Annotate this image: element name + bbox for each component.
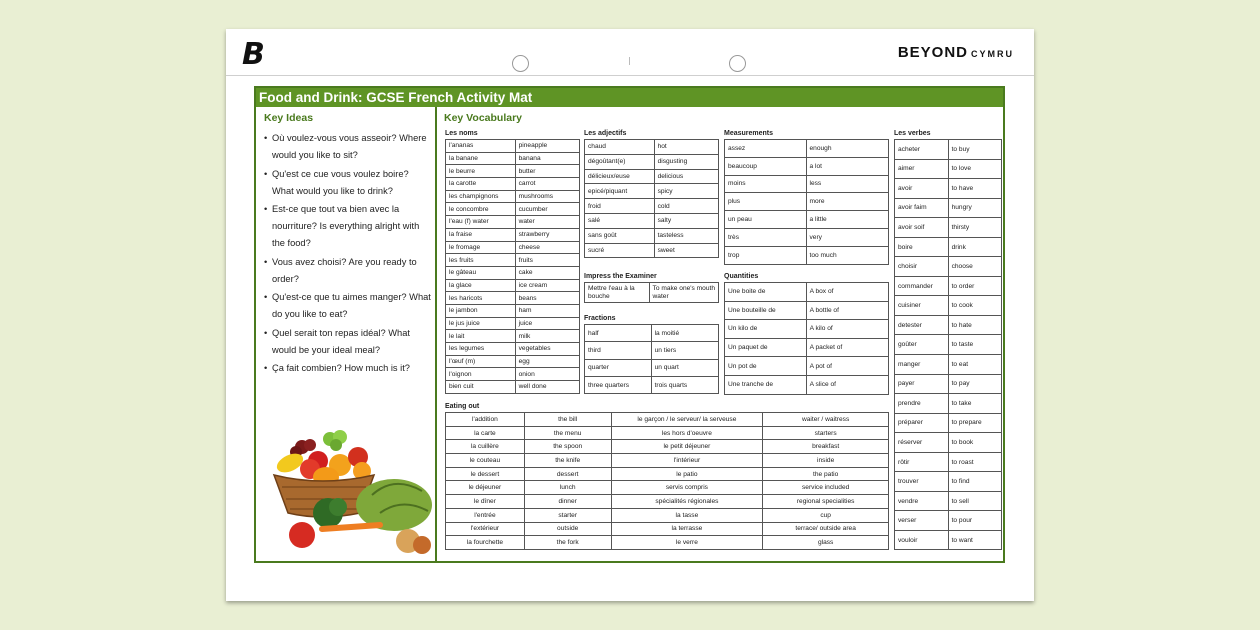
vocab-cell: avoir soif	[895, 218, 949, 238]
vocab-cell: la cuillère	[446, 440, 525, 454]
vocab-cell: réserver	[895, 433, 949, 453]
vocab-cell: to pay	[948, 374, 1001, 394]
vocab-row	[446, 426, 889, 440]
section-verbes	[894, 128, 1002, 550]
vocab-row	[446, 203, 580, 216]
vocab-row	[446, 254, 580, 267]
vocab-cell: l'addition	[446, 413, 525, 427]
vocab-row	[446, 381, 580, 394]
punch-hole	[512, 55, 529, 72]
vocab-row	[446, 343, 580, 356]
vocab-cell: vendre	[895, 491, 949, 511]
section-title: Measurements	[724, 130, 774, 137]
vocab-cell: la terrasse	[611, 522, 763, 536]
activity-mat	[254, 86, 1005, 563]
vocab-row	[446, 330, 580, 343]
vocab-cell: lunch	[524, 481, 611, 495]
vocab-cell: the spoon	[524, 440, 611, 454]
section-title: Impress the Examiner	[584, 273, 657, 280]
vocab-cell: regional specialities	[763, 495, 889, 509]
brand-sub: CYMRU	[971, 49, 1014, 59]
vocab-cell: the bill	[524, 413, 611, 427]
vocab-cell: ham	[515, 304, 579, 317]
vocab-cell: un peau	[725, 211, 807, 229]
vocab-cell: A pot of	[806, 357, 888, 376]
vocab-row	[725, 301, 889, 320]
vocab-row	[585, 342, 719, 359]
vocab-cell: to eat	[948, 355, 1001, 375]
vocab-cell: carrot	[515, 178, 579, 191]
section-title: Les verbes	[894, 130, 931, 137]
vocab-table	[584, 282, 719, 303]
vocab-cell: egg	[515, 355, 579, 368]
vocab-row	[895, 491, 1002, 511]
vocab-cell: vegetables	[515, 343, 579, 356]
vocab-cell: le fromage	[446, 241, 516, 254]
vocab-row	[895, 296, 1002, 316]
vocab-row	[446, 304, 580, 317]
vocab-cell: cheese	[515, 241, 579, 254]
vocab-row	[725, 283, 889, 302]
vocab-row	[895, 218, 1002, 238]
header-divider	[226, 75, 1034, 76]
vocab-cell: A box of	[806, 283, 888, 302]
vocab-cell: avoir faim	[895, 198, 949, 218]
vocab-cell: trois quarts	[651, 376, 718, 393]
brand-wordmark	[898, 44, 1014, 61]
vocab-cell: Un pot de	[725, 357, 807, 376]
vocab-cell: préparer	[895, 413, 949, 433]
vocab-row	[446, 140, 580, 153]
section-measurements	[724, 128, 889, 265]
section-title: Les adjectifs	[584, 130, 627, 137]
vocab-cell: enough	[806, 140, 889, 158]
mat-title: Food and Drink: GCSE French Activity Mat	[256, 88, 1003, 107]
section-fractions	[584, 313, 719, 394]
section-title: Quantities	[724, 273, 759, 280]
vocab-row	[446, 481, 889, 495]
vocab-cell: payer	[895, 374, 949, 394]
vocab-row	[895, 511, 1002, 531]
vocab-cell: spécialités régionales	[611, 495, 763, 509]
vocab-cell: juice	[515, 317, 579, 330]
vocab-cell: less	[806, 175, 889, 193]
vocab-cell: commander	[895, 276, 949, 296]
vocab-cell: cuisiner	[895, 296, 949, 316]
vocab-cell: epicé/piquant	[585, 184, 655, 199]
vocab-cell: aimer	[895, 159, 949, 179]
vocab-cell: starters	[763, 426, 889, 440]
vocab-cell: un tiers	[651, 342, 718, 359]
key-idea: • Quel serait ton repas idéal? What would be your ideal meal?	[264, 325, 431, 359]
vocab-cell: banana	[515, 152, 579, 165]
vocab-cell: plus	[725, 193, 807, 211]
vocab-cell: servis compris	[611, 481, 763, 495]
vocab-cell: A bottle of	[806, 301, 888, 320]
key-ideas-heading: Key Ideas	[264, 112, 314, 124]
vocab-cell: mushrooms	[515, 190, 579, 203]
fold-mark	[629, 57, 630, 65]
vocab-row	[585, 325, 719, 342]
vocab-row	[895, 315, 1002, 335]
vocab-row	[895, 159, 1002, 179]
vocab-row	[895, 335, 1002, 355]
vocab-cell: la fourchette	[446, 536, 525, 550]
vocab-row	[725, 320, 889, 339]
vocab-cell: le dîner	[446, 495, 525, 509]
vocab-cell: hungry	[948, 198, 1001, 218]
key-idea: • Qu'est ce cue vous voulez boire? What would you like to drink?	[264, 166, 431, 200]
key-idea: • Est-ce que tout va bien avec la nourriture? Is everything alright with the food?	[264, 201, 431, 252]
vocab-row	[446, 536, 889, 550]
vocab-cell: l'œuf (m)	[446, 355, 516, 368]
vocab-cell: quarter	[585, 359, 652, 376]
vocab-cell: la carte	[446, 426, 525, 440]
vocab-cell: assez	[725, 140, 807, 158]
key-vocabulary-panel	[439, 107, 1003, 561]
vocab-cell: well done	[515, 381, 579, 394]
brand-main: BEYOND	[897, 44, 968, 61]
vocab-row	[585, 376, 719, 393]
vocab-cell: to roast	[948, 452, 1001, 472]
vocab-row	[725, 338, 889, 357]
activity-sheet	[226, 29, 1034, 601]
vocab-row	[446, 454, 889, 468]
vocab-cell: to order	[948, 276, 1001, 296]
vocab-row	[585, 169, 719, 184]
vocab-cell: Mettre l'eau à la bouche	[585, 283, 650, 303]
vocab-row	[895, 452, 1002, 472]
vocab-cell: l'eau (f) water	[446, 216, 516, 229]
vocab-cell: manger	[895, 355, 949, 375]
vocab-cell: the patio	[763, 467, 889, 481]
vocab-cell: detester	[895, 315, 949, 335]
key-idea: • Ça fait combien? How much is it?	[264, 360, 431, 377]
vocab-cell: Un paquet de	[725, 338, 807, 357]
vocab-cell: terrace/ outside area	[763, 522, 889, 536]
vocab-cell: cucumber	[515, 203, 579, 216]
vocab-cell: three quarters	[585, 376, 652, 393]
vocab-row	[725, 246, 889, 264]
vocab-cell: waiter / waitress	[763, 413, 889, 427]
vocab-cell: strawberry	[515, 228, 579, 241]
vocab-cell: l'entrée	[446, 508, 525, 522]
vocab-cell: beaucoup	[725, 157, 807, 175]
vocab-cell: to taste	[948, 335, 1001, 355]
vocab-row	[895, 413, 1002, 433]
vocab-cell: acheter	[895, 140, 949, 160]
vocab-cell: to prepare	[948, 413, 1001, 433]
vocab-row	[446, 522, 889, 536]
vocab-cell: goûter	[895, 335, 949, 355]
vocab-cell: la carotte	[446, 178, 516, 191]
key-idea: • Où voulez-vous vous asseoir? Where would you like to sit?	[264, 130, 431, 164]
vocab-table	[724, 139, 889, 265]
vocab-row	[446, 413, 889, 427]
vocab-cell: la banane	[446, 152, 516, 165]
vocab-cell: milk	[515, 330, 579, 343]
key-ideas-list	[256, 124, 435, 377]
vocab-cell: rôtir	[895, 452, 949, 472]
vocab-cell: avoir	[895, 179, 949, 199]
vocab-row	[895, 179, 1002, 199]
vocab-cell: the fork	[524, 536, 611, 550]
vocab-cell: to have	[948, 179, 1001, 199]
vocab-table	[724, 282, 889, 395]
vocab-cell: bien cuit	[446, 381, 516, 394]
section-title: Fractions	[584, 315, 616, 322]
vocab-cell: to pour	[948, 511, 1001, 531]
vocab-cell: outside	[524, 522, 611, 536]
vocab-row	[446, 495, 889, 509]
vocab-cell: Une boite de	[725, 283, 807, 302]
vocab-cell: dégoûtant(e)	[585, 154, 655, 169]
vocab-cell: choisir	[895, 257, 949, 277]
vocab-cell: ice cream	[515, 279, 579, 292]
vocab-row	[895, 198, 1002, 218]
fruit-basket-illustration	[262, 425, 438, 559]
vocab-cell: prendre	[895, 394, 949, 414]
vocab-cell: glass	[763, 536, 889, 550]
vocab-cell: la tasse	[611, 508, 763, 522]
key-idea: • Qu'est-ce que tu aimes manger? What do you like to eat?	[264, 289, 431, 323]
vocab-cell: A kilo of	[806, 320, 888, 339]
vocab-row	[895, 355, 1002, 375]
vocab-cell: to want	[948, 530, 1001, 550]
vocab-cell: salty	[654, 213, 718, 228]
section-noms	[445, 128, 580, 394]
vocab-cell: verser	[895, 511, 949, 531]
vocab-cell: les fruits	[446, 254, 516, 267]
vocab-cell: delicious	[654, 169, 718, 184]
vocab-cell: half	[585, 325, 652, 342]
vocab-row	[446, 467, 889, 481]
vocab-row	[725, 140, 889, 158]
vocab-cell: a little	[806, 211, 889, 229]
vocab-cell: A packet of	[806, 338, 888, 357]
vocab-cell: moins	[725, 175, 807, 193]
vocab-cell: un quart	[651, 359, 718, 376]
vocab-cell: le jambon	[446, 304, 516, 317]
vocab-cell: les haricots	[446, 292, 516, 305]
vocab-cell: le concombre	[446, 203, 516, 216]
vocab-row	[725, 375, 889, 394]
vocab-cell: thirsty	[948, 218, 1001, 238]
vocab-cell: cup	[763, 508, 889, 522]
section-adjectifs	[584, 128, 719, 258]
vocab-cell: chaud	[585, 140, 655, 155]
vocab-cell: to hate	[948, 315, 1001, 335]
vocab-cell: very	[806, 228, 889, 246]
vocab-row	[446, 241, 580, 254]
vocab-row	[895, 140, 1002, 160]
vocab-cell: le lait	[446, 330, 516, 343]
vocab-cell: cake	[515, 266, 579, 279]
vocab-table	[894, 139, 1002, 550]
vocab-cell: très	[725, 228, 807, 246]
vocab-row	[895, 530, 1002, 550]
vocab-table	[445, 139, 580, 394]
vocab-cell: le déjeuner	[446, 481, 525, 495]
vocab-table	[584, 139, 719, 258]
vocab-cell: le garçon / le serveur/ la serveuse	[611, 413, 763, 427]
vocab-cell: to cook	[948, 296, 1001, 316]
vocab-cell: butter	[515, 165, 579, 178]
vocab-cell: le verre	[611, 536, 763, 550]
vocab-cell: la glace	[446, 279, 516, 292]
vocab-cell: service included	[763, 481, 889, 495]
vocab-cell: le gâteau	[446, 266, 516, 279]
vocab-row	[446, 190, 580, 203]
vocab-row	[446, 266, 580, 279]
vocab-cell: Une tranche de	[725, 375, 807, 394]
vocab-row	[446, 178, 580, 191]
vocab-cell: l'ananas	[446, 140, 516, 153]
vocab-row	[446, 355, 580, 368]
vocab-row	[725, 175, 889, 193]
vocab-row	[895, 276, 1002, 296]
vocab-cell: to love	[948, 159, 1001, 179]
vocab-row	[446, 440, 889, 454]
vocab-cell: to book	[948, 433, 1001, 453]
vocab-cell: starter	[524, 508, 611, 522]
vocab-cell: l'oignon	[446, 368, 516, 381]
vocab-cell: fruits	[515, 254, 579, 267]
vocab-cell: Une bouteille de	[725, 301, 807, 320]
vocab-row	[446, 317, 580, 330]
vocab-row	[585, 199, 719, 214]
vocab-cell: pineapple	[515, 140, 579, 153]
vocab-row	[725, 157, 889, 175]
vocab-cell: too much	[806, 246, 889, 264]
beyond-logo-icon: B	[242, 37, 265, 72]
section-title: Eating out	[445, 403, 480, 410]
vocab-cell: sans goût	[585, 228, 655, 243]
vocab-cell: breakfast	[763, 440, 889, 454]
vocab-cell: more	[806, 193, 889, 211]
vocab-cell: les legumes	[446, 343, 516, 356]
vocab-cell: le beurre	[446, 165, 516, 178]
vocab-row	[895, 374, 1002, 394]
vocab-cell: la moitié	[651, 325, 718, 342]
vocab-row	[895, 433, 1002, 453]
vocab-cell: le jus juice	[446, 317, 516, 330]
vocab-cell: sucré	[585, 243, 655, 258]
vocab-row	[585, 184, 719, 199]
vocab-cell: beans	[515, 292, 579, 305]
vocab-cell: boire	[895, 237, 949, 257]
punch-hole	[729, 55, 746, 72]
vocab-cell: le couteau	[446, 454, 525, 468]
vocab-row	[725, 228, 889, 246]
section-examiner	[584, 271, 719, 303]
vocab-table	[584, 324, 719, 394]
vocab-cell: les champignons	[446, 190, 516, 203]
vocab-cell: le patio	[611, 467, 763, 481]
key-vocabulary-heading: Key Vocabulary	[444, 112, 523, 124]
vocab-cell: trop	[725, 246, 807, 264]
vocab-cell: salé	[585, 213, 655, 228]
vocab-row	[585, 283, 719, 303]
vocab-table	[445, 412, 889, 550]
section-eating-out	[445, 401, 889, 550]
vocab-row	[446, 165, 580, 178]
vocab-cell: le petit déjeuner	[611, 440, 763, 454]
vocab-row	[585, 140, 719, 155]
vocab-cell: disgusting	[654, 154, 718, 169]
vocab-cell: hot	[654, 140, 718, 155]
vocab-row	[895, 394, 1002, 414]
vocab-cell: the menu	[524, 426, 611, 440]
vocab-row	[725, 357, 889, 376]
vocab-cell: les hors d'oeuvre	[611, 426, 763, 440]
vocab-cell: to take	[948, 394, 1001, 414]
vocab-cell: froid	[585, 199, 655, 214]
vocab-cell: the knife	[524, 454, 611, 468]
vocab-row	[446, 508, 889, 522]
vocab-cell: choose	[948, 257, 1001, 277]
vocab-cell: tasteless	[654, 228, 718, 243]
vocab-cell: vouloir	[895, 530, 949, 550]
vocab-cell: inside	[763, 454, 889, 468]
vocab-cell: drink	[948, 237, 1001, 257]
vocab-cell: to sell	[948, 491, 1001, 511]
vocab-row	[725, 211, 889, 229]
vocab-cell: third	[585, 342, 652, 359]
vocab-cell: délicieux/euse	[585, 169, 655, 184]
vocab-cell: l'intérieur	[611, 454, 763, 468]
vocab-cell: onion	[515, 368, 579, 381]
vocab-row	[446, 279, 580, 292]
vocab-cell: water	[515, 216, 579, 229]
vocab-cell: dessert	[524, 467, 611, 481]
vocab-row	[446, 152, 580, 165]
vocab-cell: to buy	[948, 140, 1001, 160]
vocab-row	[585, 228, 719, 243]
vocab-row	[446, 292, 580, 305]
vocab-cell: to find	[948, 472, 1001, 492]
vocab-cell: dinner	[524, 495, 611, 509]
vocab-cell: A slice of	[806, 375, 888, 394]
vocab-row	[725, 193, 889, 211]
vocab-cell: a lot	[806, 157, 889, 175]
section-quantities	[724, 271, 889, 395]
vocab-cell: spicy	[654, 184, 718, 199]
vocab-cell: trouver	[895, 472, 949, 492]
vocab-row	[895, 472, 1002, 492]
section-title: Les noms	[445, 130, 478, 137]
vocab-row	[585, 154, 719, 169]
key-idea: • Vous avez choisi? Are you ready to order?	[264, 254, 431, 288]
vocab-row	[446, 216, 580, 229]
key-ideas-panel	[256, 107, 437, 561]
vocab-cell: Un kilo de	[725, 320, 807, 339]
vocab-row	[446, 368, 580, 381]
vocab-row	[585, 359, 719, 376]
vocab-row	[895, 237, 1002, 257]
vocab-row	[585, 213, 719, 228]
vocab-row	[895, 257, 1002, 277]
vocab-cell: sweet	[654, 243, 718, 258]
vocab-cell: le dessert	[446, 467, 525, 481]
vocab-cell: l'extérieur	[446, 522, 525, 536]
vocab-row	[446, 228, 580, 241]
vocab-cell: la fraise	[446, 228, 516, 241]
vocab-cell: cold	[654, 199, 718, 214]
vocab-cell: To make one's mouth water	[649, 283, 718, 303]
vocab-row	[585, 243, 719, 258]
